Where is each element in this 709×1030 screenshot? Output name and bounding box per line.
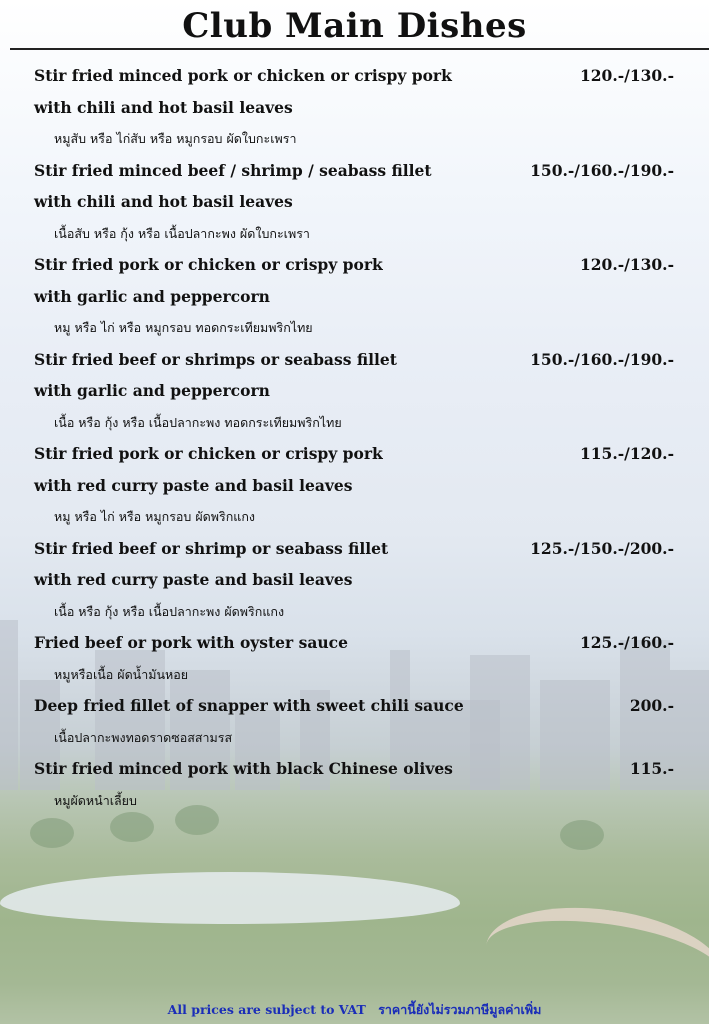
menu-item xyxy=(34,438,674,533)
dish-price: 115.- xyxy=(629,759,674,778)
dish-name: Stir fried minced pork or chicken or crispy pork xyxy=(34,66,452,85)
tree xyxy=(30,818,74,848)
dish-price: 115.-/120.- xyxy=(579,444,674,463)
dish-name: with chili and hot basil leaves xyxy=(34,192,293,211)
dish-name: Stir fried pork or chicken or crispy pork xyxy=(34,444,383,463)
menu-item xyxy=(34,533,674,628)
dish-name: with garlic and peppercorn xyxy=(34,381,270,400)
dish-price: 120.-/130.- xyxy=(579,66,674,85)
dish-thai-name: หมูหรือเนื้อ ผัดน้ำมันหอย xyxy=(54,666,189,682)
dish-name: Fried beef or pork with oyster sauce xyxy=(34,633,348,652)
dish-name: Deep fried fillet of snapper with sweet chili sauce xyxy=(34,696,464,715)
menu-item xyxy=(34,344,674,439)
tree xyxy=(110,812,154,842)
dish-name: Stir fried beef or shrimps or seabass fillet xyxy=(34,349,397,369)
dish-price: 125.-/150.-/200.- xyxy=(530,538,674,558)
dish-name: with garlic and peppercorn xyxy=(34,286,270,306)
dish-thai-name: เนื้อ หรือ กุ้ง หรือ เนื้อปลากะพง ผัดพริกแกง xyxy=(54,603,285,619)
page-title: Club Main Dishes xyxy=(182,6,527,46)
dish-price: 200.- xyxy=(629,696,674,715)
dish-price: 120.-/130.- xyxy=(579,255,674,274)
dish-name: Stir fried pork or chicken or crispy pork xyxy=(34,255,383,274)
dish-name: with red curry paste and basil leaves xyxy=(34,570,353,589)
vat-notice xyxy=(0,1000,709,1020)
menu-item xyxy=(34,690,674,753)
dish-name: Stir fried minced pork with black Chinese olives xyxy=(34,759,453,778)
dish-thai-name: เนื้อปลากะพงทอดราดซอสสามรส xyxy=(54,729,233,745)
tree xyxy=(560,820,604,850)
vat-notice-english: All prices are subject to VAT xyxy=(167,1002,366,1017)
dish-name: Stir fried beef or shrimp or seabass fillet xyxy=(34,538,389,558)
title-divider xyxy=(10,48,709,50)
dish-thai-name: เนื้อสับ หรือ กุ้ง หรือ เนื้อปลากะพง ผัดใบกะเพรา xyxy=(54,225,310,241)
menu-item xyxy=(34,155,674,250)
dish-name: with chili and hot basil leaves xyxy=(34,97,293,117)
dish-thai-name: เนื้อ หรือ กุ้ง หรือ เนื้อปลากะพง ทอดกระเทียมพริกไทย xyxy=(54,414,342,430)
menu-list xyxy=(34,60,674,816)
dish-name: Stir fried minced beef / shrimp / seabass fillet xyxy=(34,160,432,180)
menu-item xyxy=(34,249,674,344)
dish-price: 125.-/160.- xyxy=(579,633,674,652)
menu-item xyxy=(34,753,674,816)
dish-thai-name: หมูผัดหนำเลี้ยบ xyxy=(54,792,137,808)
dish-thai-name: หมู หรือ ไก่ หรือ หมูกรอบ ผัดพริกแกง xyxy=(54,509,256,524)
dish-price: 150.-/160.-/190.- xyxy=(530,349,674,369)
menu-item xyxy=(34,627,674,690)
vat-notice-thai: ราคานี้ยังไม่รวมภาษีมูลค่าเพิ่ม xyxy=(378,1002,542,1017)
dish-name: with red curry paste and basil leaves xyxy=(34,475,353,495)
dish-thai-name: หมูสับ หรือ ไก่สับ หรือ หมูกรอบ ผัดใบกะเพรา xyxy=(54,131,297,146)
dish-thai-name: หมู หรือ ไก่ หรือ หมูกรอบ ทอดกระเทียมพริกไทย xyxy=(54,320,313,335)
menu-item xyxy=(34,60,674,155)
dish-price: 150.-/160.-/190.- xyxy=(530,160,674,180)
